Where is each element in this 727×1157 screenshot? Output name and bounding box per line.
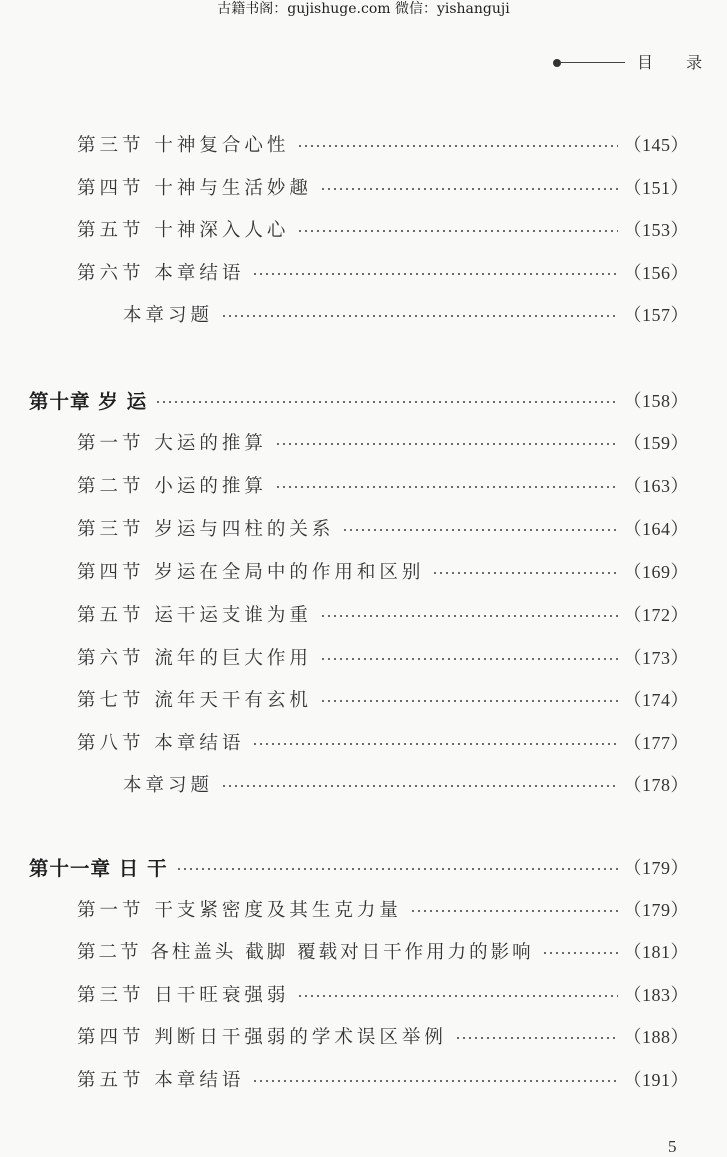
toc-entry	[77, 257, 689, 287]
toc-entry-label: 第四节 十神与生活妙趣	[77, 178, 312, 199]
toc-chapter-label: 第十章 岁 运	[29, 390, 148, 413]
toc-chapter-entry	[29, 852, 689, 882]
toc-entry-label: 第二节 小运的推算	[77, 476, 267, 497]
leader-dots	[221, 315, 617, 317]
toc-entry-label: 第五节 运干运支谁为重	[77, 605, 312, 626]
toc-entry	[77, 214, 689, 244]
toc-entry-page: （191）	[623, 1070, 689, 1090]
toc-entry-page: （157）	[623, 305, 689, 325]
toc-entry	[77, 727, 689, 757]
toc-entry	[77, 894, 689, 924]
toc-entry	[77, 642, 689, 672]
toc-entry-page: （183）	[623, 985, 689, 1005]
toc-entry-label: 第五节 本章结语	[77, 1070, 245, 1091]
leader-dots	[155, 401, 617, 403]
leader-dots	[275, 443, 618, 445]
watermark-text: 古籍书阁：gujishuge.com 微信：yishanguji	[217, 1, 510, 17]
leader-dots	[410, 910, 618, 912]
toc-entry-label: 第六节 本章结语	[77, 263, 245, 284]
toc-entry	[77, 599, 689, 629]
toc-entry	[77, 427, 689, 457]
toc-entry-page: （177）	[623, 733, 689, 753]
leader-dots	[275, 486, 618, 488]
leader-dots	[297, 145, 617, 147]
toc-entry-page: （169）	[623, 562, 689, 582]
toc-entry-label: 本章习题	[123, 775, 214, 796]
toc-entry-page: （179）	[623, 900, 689, 920]
toc-entry	[77, 684, 689, 714]
toc-entry	[77, 1021, 689, 1051]
toc-chapter-label: 第十一章 日 干	[29, 857, 168, 880]
leader-dots	[342, 529, 617, 531]
toc-entry	[77, 556, 689, 586]
toc-entry	[77, 513, 689, 543]
header-rule	[561, 62, 625, 63]
toc-entry-label: 第一节 大运的推算	[77, 433, 267, 454]
bullet-dot-icon	[553, 59, 561, 67]
leader-dots	[252, 273, 617, 275]
toc-entry-page: （151）	[623, 178, 689, 198]
toc-entry	[77, 936, 689, 966]
leader-dots	[320, 700, 618, 702]
toc-entry-label: 第六节 流年的巨大作用	[77, 648, 312, 669]
toc-entry-page: （173）	[623, 648, 689, 668]
leader-dots	[320, 188, 618, 190]
toc-entry-label: 第七节 流年天干有玄机	[77, 690, 312, 711]
leader-dots	[252, 1080, 617, 1082]
leader-dots	[320, 615, 618, 617]
leader-dots	[320, 658, 618, 660]
leader-dots	[297, 230, 617, 232]
toc-entry	[77, 979, 689, 1009]
header-title: 目 录	[637, 53, 717, 72]
toc-entry-label: 第四节 判断日干强弱的学术误区举例	[77, 1027, 447, 1048]
leader-dots	[176, 868, 618, 870]
toc-entry-label: 第八节 本章结语	[77, 733, 245, 754]
toc-entry-page: （159）	[623, 433, 689, 453]
toc-entry-page: （179）	[623, 858, 689, 878]
toc-entry-label: 第三节 十神复合心性	[77, 135, 290, 156]
toc-entry	[77, 470, 689, 500]
toc-entry-page: （163）	[623, 476, 689, 496]
toc-entry-page: （188）	[623, 1027, 689, 1047]
toc-entry-page: （174）	[623, 690, 689, 710]
toc-entry	[77, 129, 689, 159]
page-number: 5	[668, 1137, 677, 1156]
toc-entry-label: 第三节 日干旺衰强弱	[77, 985, 290, 1006]
toc-entry-page: （178）	[623, 775, 689, 795]
toc-entry	[77, 172, 689, 202]
leader-dots	[221, 785, 617, 787]
toc-entry-page: （181）	[623, 942, 689, 962]
toc-entry-page: （164）	[623, 519, 689, 539]
toc-entry-label: 第二节 各柱盖头 截脚 覆载对日干作用力的影响	[77, 942, 534, 963]
leader-dots	[252, 743, 617, 745]
toc-entry-page: （172）	[623, 605, 689, 625]
running-header	[553, 52, 717, 74]
toc-entry-label: 第一节 干支紧密度及其生克力量	[77, 900, 402, 921]
toc-entry-label: 本章习题	[123, 305, 214, 326]
toc-entry	[77, 1064, 689, 1094]
toc-entry-page: （145）	[623, 135, 689, 155]
toc-entry-page: （156）	[623, 263, 689, 283]
toc-entry-page: （158）	[623, 391, 689, 411]
toc-entry	[123, 299, 689, 329]
toc-entry-label: 第四节 岁运在全局中的作用和区别	[77, 562, 425, 583]
toc-entry-page: （153）	[623, 220, 689, 240]
toc-entry	[123, 769, 689, 799]
leader-dots	[297, 995, 617, 997]
leader-dots	[455, 1037, 618, 1039]
leader-dots	[432, 572, 617, 574]
leader-dots	[542, 952, 618, 954]
toc-chapter-entry	[29, 385, 689, 415]
toc-entry-label: 第三节 岁运与四柱的关系	[77, 519, 335, 540]
toc-entry-label: 第五节 十神深入人心	[77, 220, 290, 241]
